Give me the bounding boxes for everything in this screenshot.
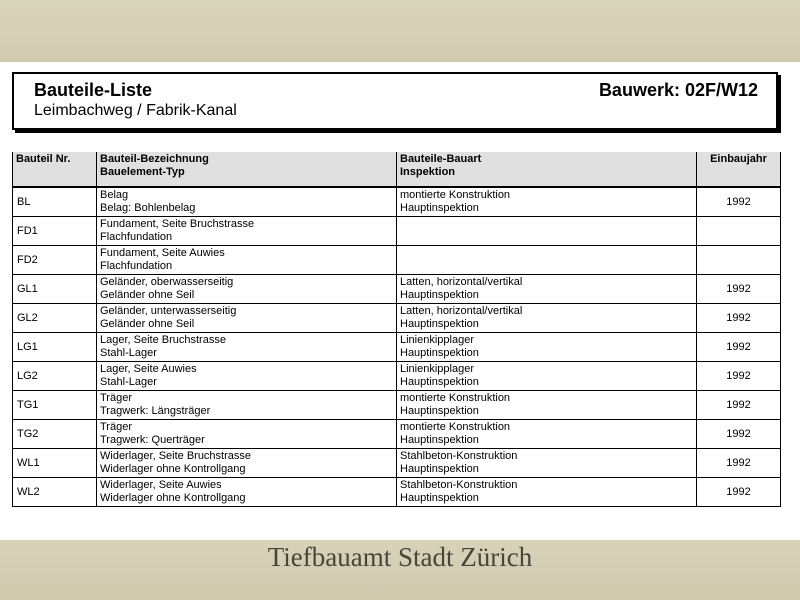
- cell-einbaujahr: 1992: [697, 333, 781, 362]
- cell-einbaujahr: [697, 246, 781, 275]
- table-row: [13, 275, 781, 304]
- table-row: [13, 333, 781, 362]
- table-row: [13, 420, 781, 449]
- table-row: [13, 187, 781, 217]
- parts-table: [12, 152, 781, 507]
- cell-bauart-line1: montierte Konstruktion: [400, 421, 511, 433]
- column-header-bauart: Bauteile-Bauart Inspektion: [397, 152, 697, 187]
- cell-bauart-line1: Linienkipplager: [400, 334, 474, 346]
- footer-text: Tiefbauamt Stadt Zürich: [267, 542, 533, 572]
- table-row: [13, 362, 781, 391]
- document-header: [12, 72, 778, 130]
- cell-einbaujahr: 1992: [697, 362, 781, 391]
- document-subtitle: Leimbachweg / Fabrik-Kanal: [34, 102, 237, 119]
- cell-bezeichnung-line1: Widerlager, Seite Bruchstrasse: [100, 450, 252, 462]
- cell-bauteil-nr: LG1: [13, 333, 97, 362]
- cell-bauteil-nr: FD2: [13, 246, 97, 275]
- cell-bauart: [397, 333, 697, 362]
- cell-bezeichnung: [97, 391, 397, 420]
- cell-einbaujahr: 1992: [697, 449, 781, 478]
- cell-bezeichnung-line1: Belag: [100, 189, 129, 201]
- cell-bezeichnung-line1: Lager, Seite Auwies: [100, 363, 197, 375]
- cell-bauart: [397, 449, 697, 478]
- table-row: [13, 217, 781, 246]
- cell-bauteil-nr: GL1: [13, 275, 97, 304]
- cell-bauart-line2: Hauptinspektion: [400, 376, 479, 388]
- cell-bauart: [397, 420, 697, 449]
- cell-bauart: [397, 275, 697, 304]
- table-header-row: [13, 152, 781, 187]
- column-header-einbaujahr: Einbaujahr: [697, 152, 781, 187]
- slide-background-top: [0, 0, 800, 62]
- table-row: [13, 304, 781, 333]
- cell-bauart-line1: montierte Konstruktion: [400, 392, 511, 404]
- cell-bauteil-nr: WL1: [13, 449, 97, 478]
- cell-bezeichnung-line1: Träger: [100, 421, 132, 433]
- cell-einbaujahr: 1992: [697, 420, 781, 449]
- cell-einbaujahr: 1992: [697, 304, 781, 333]
- cell-bauart-line1: Stahlbeton-Konstruktion: [400, 450, 518, 462]
- cell-bezeichnung-line1: Lager, Seite Bruchstrasse: [100, 334, 226, 346]
- bauwerk-label: Bauwerk: 02F/W12: [598, 80, 758, 100]
- table-row: [13, 478, 781, 507]
- cell-bauart: [397, 304, 697, 333]
- cell-bezeichnung-line2: Widerlager ohne Kontrollgang: [100, 463, 246, 475]
- cell-bezeichnung: [97, 187, 397, 217]
- cell-bezeichnung-line1: Geländer, oberwasserseitig: [100, 276, 234, 288]
- cell-bauart-line1: montierte Konstruktion: [400, 189, 511, 201]
- cell-bezeichnung-line1: Fundament, Seite Bruchstrasse: [100, 218, 255, 230]
- cell-bezeichnung-line2: Stahl-Lager: [100, 376, 157, 388]
- cell-einbaujahr: 1992: [697, 187, 781, 217]
- cell-bauart-line2: Hauptinspektion: [400, 405, 479, 417]
- cell-bauteil-nr: BL: [13, 187, 97, 217]
- cell-bezeichnung-line2: Flachfundation: [100, 260, 173, 272]
- cell-bezeichnung-line2: Geländer ohne Seil: [100, 289, 195, 301]
- cell-bauart-line1: Stahlbeton-Konstruktion: [400, 479, 518, 491]
- cell-einbaujahr: 1992: [697, 275, 781, 304]
- cell-bauart-line2: Hauptinspektion: [400, 318, 479, 330]
- cell-bezeichnung: [97, 304, 397, 333]
- cell-bezeichnung-line2: Flachfundation: [100, 231, 173, 243]
- cell-einbaujahr: 1992: [697, 478, 781, 507]
- cell-bauart-line2: Hauptinspektion: [400, 347, 479, 359]
- cell-bauart-line1: Latten, horizontal/vertikal: [400, 305, 523, 317]
- cell-bauart: [397, 478, 697, 507]
- cell-bauart-line2: Hauptinspektion: [400, 434, 479, 446]
- cell-bauart-line1: Latten, horizontal/vertikal: [400, 276, 523, 288]
- cell-bauart: [397, 246, 697, 275]
- column-header-nr: Bauteil Nr.: [13, 152, 97, 187]
- cell-bauart-line2: Hauptinspektion: [400, 463, 479, 475]
- cell-bauteil-nr: TG1: [13, 391, 97, 420]
- cell-bauart: [397, 187, 697, 217]
- cell-bezeichnung-line2: Widerlager ohne Kontrollgang: [100, 492, 246, 504]
- cell-bauart-line2: Hauptinspektion: [400, 289, 479, 301]
- cell-einbaujahr: [697, 217, 781, 246]
- cell-einbaujahr: 1992: [697, 391, 781, 420]
- cell-bezeichnung-line2: Geländer ohne Seil: [100, 318, 195, 330]
- cell-bezeichnung: [97, 217, 397, 246]
- cell-bauart: [397, 217, 697, 246]
- cell-bezeichnung-line1: Fundament, Seite Auwies: [100, 247, 225, 259]
- cell-bauart: [397, 391, 697, 420]
- cell-bezeichnung-line2: Stahl-Lager: [100, 347, 157, 359]
- cell-bauteil-nr: LG2: [13, 362, 97, 391]
- cell-bezeichnung: [97, 362, 397, 391]
- document-title: Bauteile-Liste: [34, 80, 153, 100]
- cell-bezeichnung: [97, 478, 397, 507]
- cell-bauart-line2: Hauptinspektion: [400, 202, 479, 214]
- cell-bauteil-nr: GL2: [13, 304, 97, 333]
- cell-bauteil-nr: WL2: [13, 478, 97, 507]
- cell-bauteil-nr: TG2: [13, 420, 97, 449]
- cell-bezeichnung-line1: Träger: [100, 392, 132, 404]
- table-row: [13, 449, 781, 478]
- cell-bezeichnung-line2: Belag: Bohlenbelag: [100, 202, 196, 214]
- cell-bezeichnung: [97, 449, 397, 478]
- cell-bezeichnung-line2: Tragwerk: Längsträger: [100, 405, 211, 417]
- table-row: [13, 391, 781, 420]
- cell-bauart-line2: Hauptinspektion: [400, 492, 479, 504]
- cell-bezeichnung: [97, 275, 397, 304]
- cell-bezeichnung: [97, 333, 397, 362]
- cell-bezeichnung-line1: Geländer, unterwasserseitig: [100, 305, 237, 317]
- cell-bezeichnung-line1: Widerlager, Seite Auwies: [100, 479, 222, 491]
- cell-bauart: [397, 362, 697, 391]
- cell-bezeichnung-line2: Tragwerk: Querträger: [100, 434, 205, 446]
- cell-bezeichnung: [97, 420, 397, 449]
- cell-bauart-line1: Linienkipplager: [400, 363, 474, 375]
- table-row: [13, 246, 781, 275]
- column-header-bezeichnung: Bauteil-Bezeichnung Bauelement-Typ: [97, 152, 397, 187]
- cell-bauteil-nr: FD1: [13, 217, 97, 246]
- cell-bezeichnung: [97, 246, 397, 275]
